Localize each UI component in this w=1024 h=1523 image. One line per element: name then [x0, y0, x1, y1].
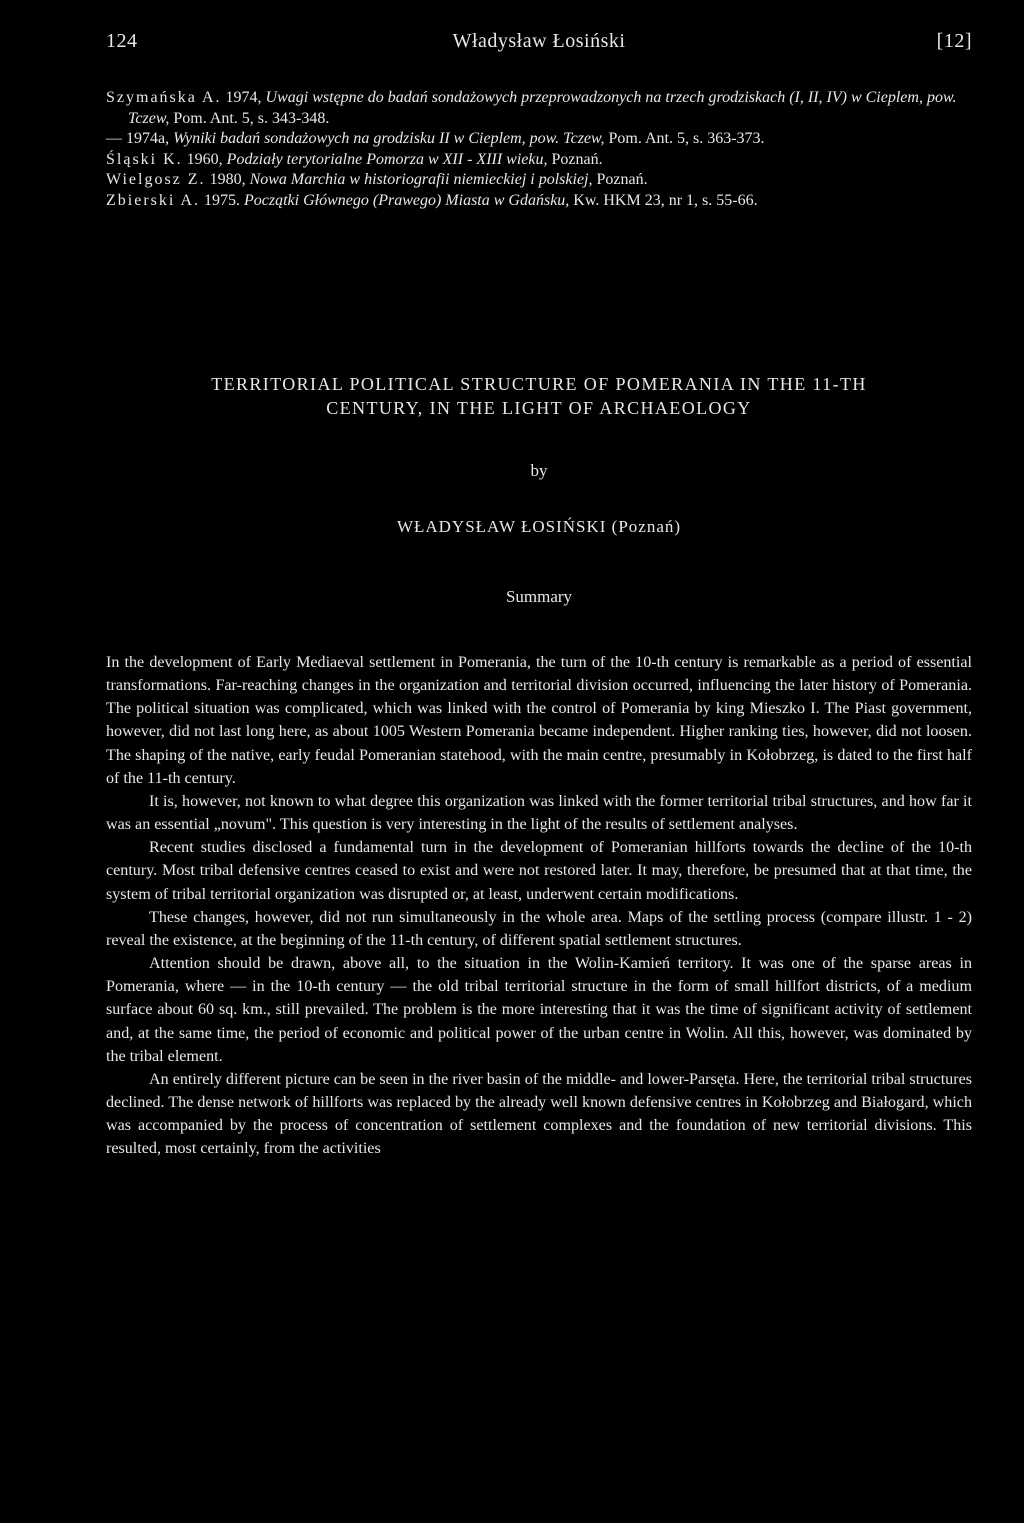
- reference-title: Podziały terytorialne Pomorza w XII - XIII wieku,: [226, 150, 548, 168]
- running-header-author: Władysław Łosiński: [452, 30, 626, 52]
- reference-source: Poznań.: [551, 150, 603, 168]
- running-header: [106, 30, 972, 60]
- reference-list: [106, 88, 972, 211]
- reference-year: 1975.: [204, 191, 240, 209]
- reference-title: Wyniki badań sondażowych na grodzisku II w Cieplem, pow. Tczew,: [173, 130, 605, 147]
- reference-author: Wielgosz Z.: [106, 171, 206, 188]
- reference-author: Śląski K.: [106, 150, 183, 168]
- body-paragraph: Attention should be drawn, above all, to the situation in the Wolin-Kamień territory. It was one of the sparse areas in Pomerania, where — in the 10-th century — the old tribal territorial structure in the form of small hillfort districts, of a medium surface about 60 sq. km., still prevailed. The problem is the more interesting that it was the time of significant activity of settlement and, at the same time, the period of economic and political power of the urban centre in Wolin. All this, however, was dominated by the tribal element.: [106, 955, 972, 1065]
- reference-source: Poznań.: [596, 171, 648, 188]
- reference-entry: [106, 170, 972, 191]
- running-header-tag: [12]: [936, 30, 972, 52]
- reference-entry: [106, 191, 972, 212]
- body-paragraph: It is, however, not known to what degree this organization was linked with the former territorial tribal structures, and how far it was an essential „novum". This question is very interesting in the light of the results of settlement analyses.: [106, 792, 972, 834]
- body-paragraph: An entirely different picture can be seen in the river basin of the middle- and lower-Parsęta. Here, the territorial tribal structures declined. The dense network of hillforts was replaced by the already well known defensive centres in Kołobrzeg and Białogard, which was accompanied by the process of concentration of settlement complexes and the foundation of new territorial divisions. This resulted, most certainly, from the activities: [106, 1070, 972, 1158]
- body-paragraph: In the development of Early Mediaeval settlement in Pomerania, the turn of the 10-th century is remarkable as a period of essential transformations. Far-reaching changes in the organization and territorial division occurred, influencing the later history of Pomerania. The political situation was complicated, which was linked with the control of Pomerania by king Mieszko I. The Piast government, however, did not last long here, as about 1005 Western Pomerania became independent. Higher ranking ties, however, did not loosen. The shaping of the native, early feudal Pomeranian statehood, with the main centre, presumably in Kołobrzeg, is dated to the first half of the 11-th century.: [106, 654, 972, 787]
- summary-body: [106, 651, 972, 1160]
- reference-title: Uwagi wstępne do badań sondażowych przeprowadzonych na trzech grodziskach (I, II, IV) w Cieplem, pow. Tczew,: [128, 89, 957, 127]
- reference-year: 1980,: [209, 171, 246, 188]
- reference-author: Zbierski A.: [106, 191, 200, 209]
- reference-source: Kw. HKM 23, nr 1, s. 55-66.: [573, 191, 758, 209]
- reference-entry: [106, 129, 972, 150]
- reference-source: Pom. Ant. 5, s. 363-373.: [608, 130, 765, 147]
- article-title-line: TERRITORIAL POLITICAL STRUCTURE OF POMERANIA IN THE 11-TH: [211, 374, 867, 394]
- article-title-line: CENTURY, IN THE LIGHT OF ARCHAEOLOGY: [326, 398, 752, 418]
- byline-by: by: [530, 461, 548, 480]
- article-title: [106, 372, 972, 420]
- reference-title: Nowa Marchia w historiografii niemieckiej i polskiej,: [249, 171, 593, 188]
- reference-entry: [106, 88, 972, 129]
- reference-source: Pom. Ant. 5, s. 343-348.: [173, 109, 330, 127]
- reference-title: Początki Głównego (Prawego) Miasta w Gdańsku,: [244, 191, 570, 209]
- body-paragraph: Recent studies disclosed a fundamental turn in the development of Pomeranian hillforts towards the decline of the 10-th century. Most tribal defensive centres ceased to exist and were not restored later. It may, therefore, be presumed that at that time, the system of tribal territorial organization was disrupted or, at least, underwent certain modifications.: [106, 839, 972, 903]
- article-author: WŁADYSŁAW ŁOSIŃSKI (Poznań): [396, 517, 682, 536]
- page-number: 124: [106, 30, 138, 52]
- reference-year: 1960,: [186, 150, 223, 168]
- reference-entry: [106, 150, 972, 171]
- summary-heading: Summary: [505, 587, 573, 606]
- reference-year: 1974,: [225, 89, 262, 106]
- reference-author: —: [106, 130, 122, 147]
- body-paragraph: These changes, however, did not run simultaneously in the whole area. Maps of the settling process (compare illustr. 1 - 2) reveal the existence, at the beginning of the 11-th century, of different spatial settlement structures.: [106, 908, 972, 949]
- reference-year: 1974a,: [126, 130, 170, 147]
- reference-author: Szymańska A.: [106, 89, 222, 106]
